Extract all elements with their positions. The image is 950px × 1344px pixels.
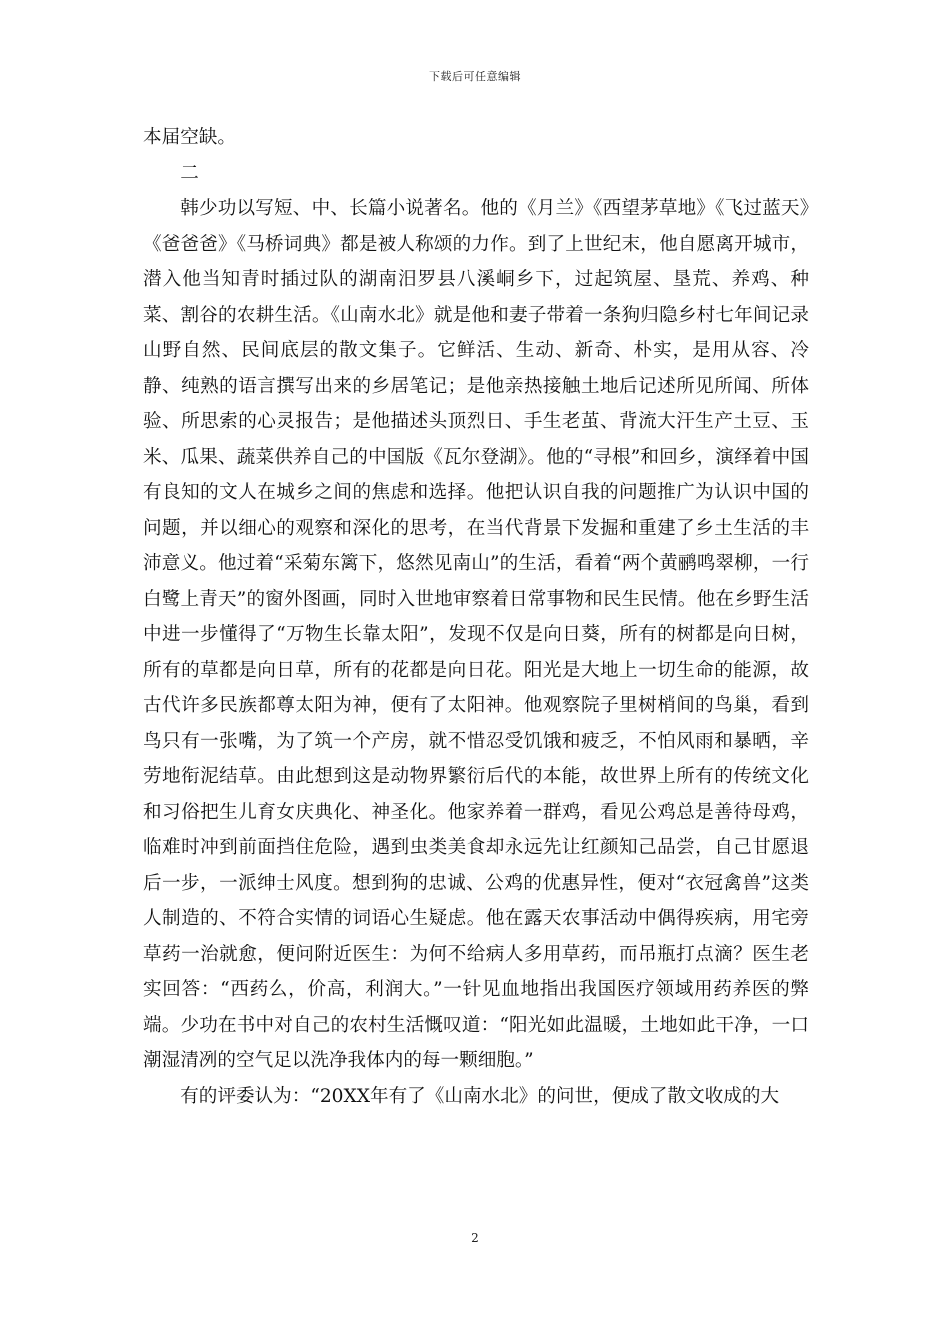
page-header: 下载后可任意编辑 <box>429 70 521 83</box>
paragraph-main: 韩少功以写短、中、长篇小说著名。他的《月兰》《西望茅草地》《飞过蓝天》《爸爸爸》《马桥词典》都是被人称颂的力作。到了上世纪末，他自愿离开城市，潜入他当知青时插过队的湖南汨罗县八溪峒乡下，过起筑屋、垦荒、养鸡、种菜、割谷的农耕生活。《山南水北》就是他和妻子带着一条狗归隐乡村七年间记录山野自然、民间底层的散文集子。它鲜活、生动、新奇、朴实，是用从容、冷静、纯熟的语言撰写出来的乡居笔记；是他亲热接触土地后记述所见所闻、所体验、所思索的心灵报告；是他描述头顶烈日、手生老茧、背流大汗生产土豆、玉米、瓜果、蔬菜供养自己的中国版《瓦尔登湖》。他的“寻根”和回乡，演绎着中国有良知的文人在城乡之间的焦虑和选择。他把认识自我的问题推广为认识中国的问题，并以细心的观察和深化的思考，在当代背景下发掘和重建了乡土生活的丰沛意义。他过着“采菊东篱下，悠然见南山”的生活，看着“两个黄鹂鸣翠柳，一行白鹭上青天”的窗外图画，同时入世地审察着日常事物和民生民情。他在乡野生活中进一步懂得了“万物生长靠太阳”，发现不仅是向日葵，所有的树都是向日树，所有的草都是向日草，所有的花都是向日花。阳光是大地上一切生命的能源，故古代许多民族都尊太阳为神，便有了太阳神。他观察院子里树梢间的鸟巢，看到鸟只有一张嘴，为了筑一个产房，就不惜忍受饥饿和疲乏，不怕风雨和暴晒，辛劳地衔泥结草。由此想到这是动物界繁衍后代的本能，故世界上所有的传统文化和习俗把生儿育女庆典化、神圣化。他家养着一群鸡，看见公鸡总是善待母鸡，临难时冲到前面挡住危险，遇到虫类美食却永远先让红颜知己品尝，自己甘愿退后一步，一派绅士风度。想到狗的忠诚、公鸡的优惠异性，便对“衣冠禽兽”这类人制造的、不符合实情的词语心生疑虑。他在露天农事活动中偶得疾病，用宅旁草药一治就愈，便问附近医生：为何不给病人多用草药，而吊瓶打点滴？医生老实回答：“西药么，价高，利润大。”一针见血地指出我国医疗领域用药养医的弊端。少功在书中对自己的农村生活慨叹道：“阳光如此温暖，土地如此干净，一口潮湿清冽的空气足以洗净我体内的每一颗细胞。” <box>143 198 809 1071</box>
paragraph-continuation: 本届空缺。 <box>143 127 236 148</box>
page-number: 2 <box>471 1231 479 1245</box>
paragraph-last: 有的评委认为：“20XX年有了《山南水北》的问世，便成了散文收成的大 <box>180 1085 780 1107</box>
section-heading: 二 <box>180 162 199 184</box>
document-body <box>143 120 809 1114</box>
